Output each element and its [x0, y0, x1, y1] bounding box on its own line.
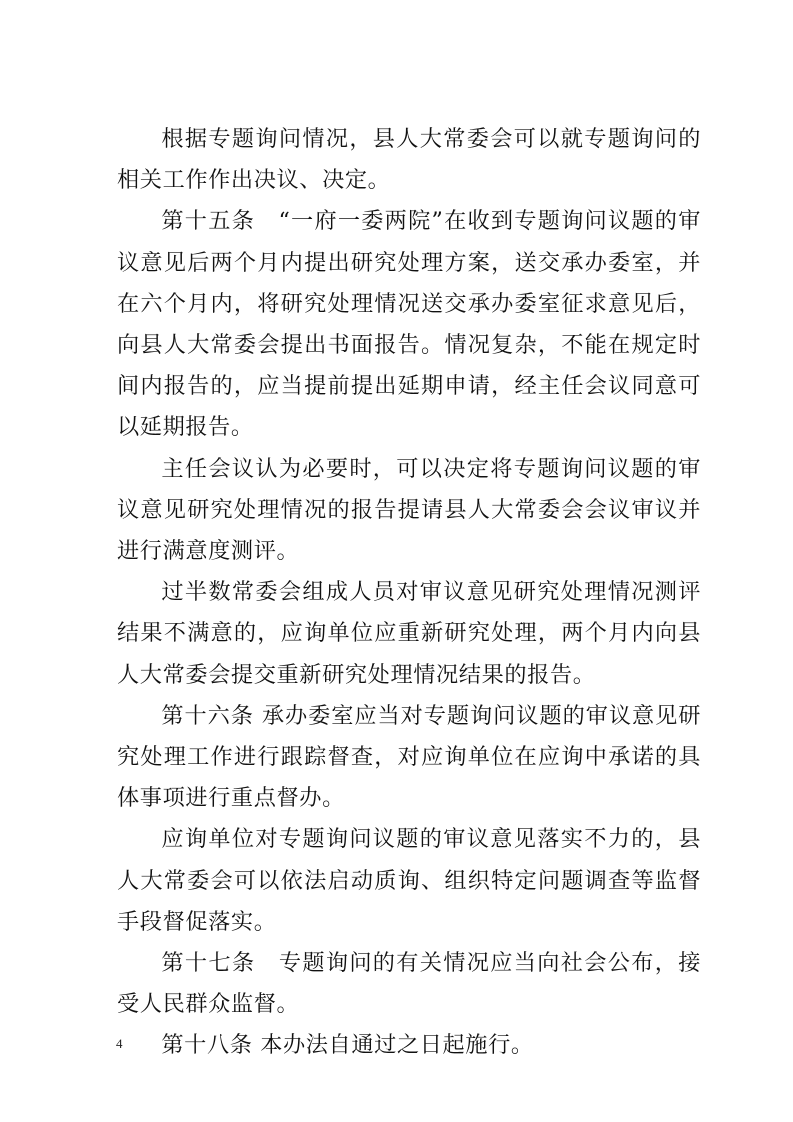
paragraph-article-15: 第十五条 “一府一委两院”在收到专题询问议题的审议意见后两个月内提出研究处理方案，送交承办委室，并在六个月内，将研究处理情况送交承办委室征求意见后，向县人大常委会提出书面报告。情况复杂，不能在规定时间内报告的，应当提前提出延期申请，经主任会议同意可以延期报告。 [117, 208, 701, 441]
paragraph-article-17: 第十七条 专题询问的有关情况应当向社会公布，接受人民群众监督。 [117, 950, 701, 1018]
page-number: 4 [116, 1036, 123, 1051]
document-body [117, 119, 701, 1067]
paragraph-unsatisfied-result: 过半数常委会组成人员对审议意见研究处理情况测评结果不满意的，应询单位应重新研究处理，两个月内向县人大常委会提交重新研究处理情况结果的报告。 [117, 579, 701, 688]
paragraph-resolution: 根据专题询问情况，县人大常委会可以就专题询问的相关工作作出决议、决定。 [117, 126, 701, 194]
paragraph-article-16: 第十六条 承办委室应当对专题询问议题的审议意见研究处理工作进行跟踪督查，对应询单位在应询中承诺的具体事项进行重点督办。 [117, 702, 701, 812]
paragraph-supervision: 应询单位对专题询问议题的审议意见落实不力的，县人大常委会可以依法启动质询、组织特定问题调查等监督手段督促落实。 [117, 826, 701, 935]
paragraph-article-18: 第十八条 本办法自通过之日起施行。 [161, 1032, 534, 1059]
paragraph-director-meeting: 主任会议认为必要时，可以决定将专题询问议题的审议意见研究处理情况的报告提请县人大常委会会议审议并进行满意度测评。 [117, 455, 701, 565]
